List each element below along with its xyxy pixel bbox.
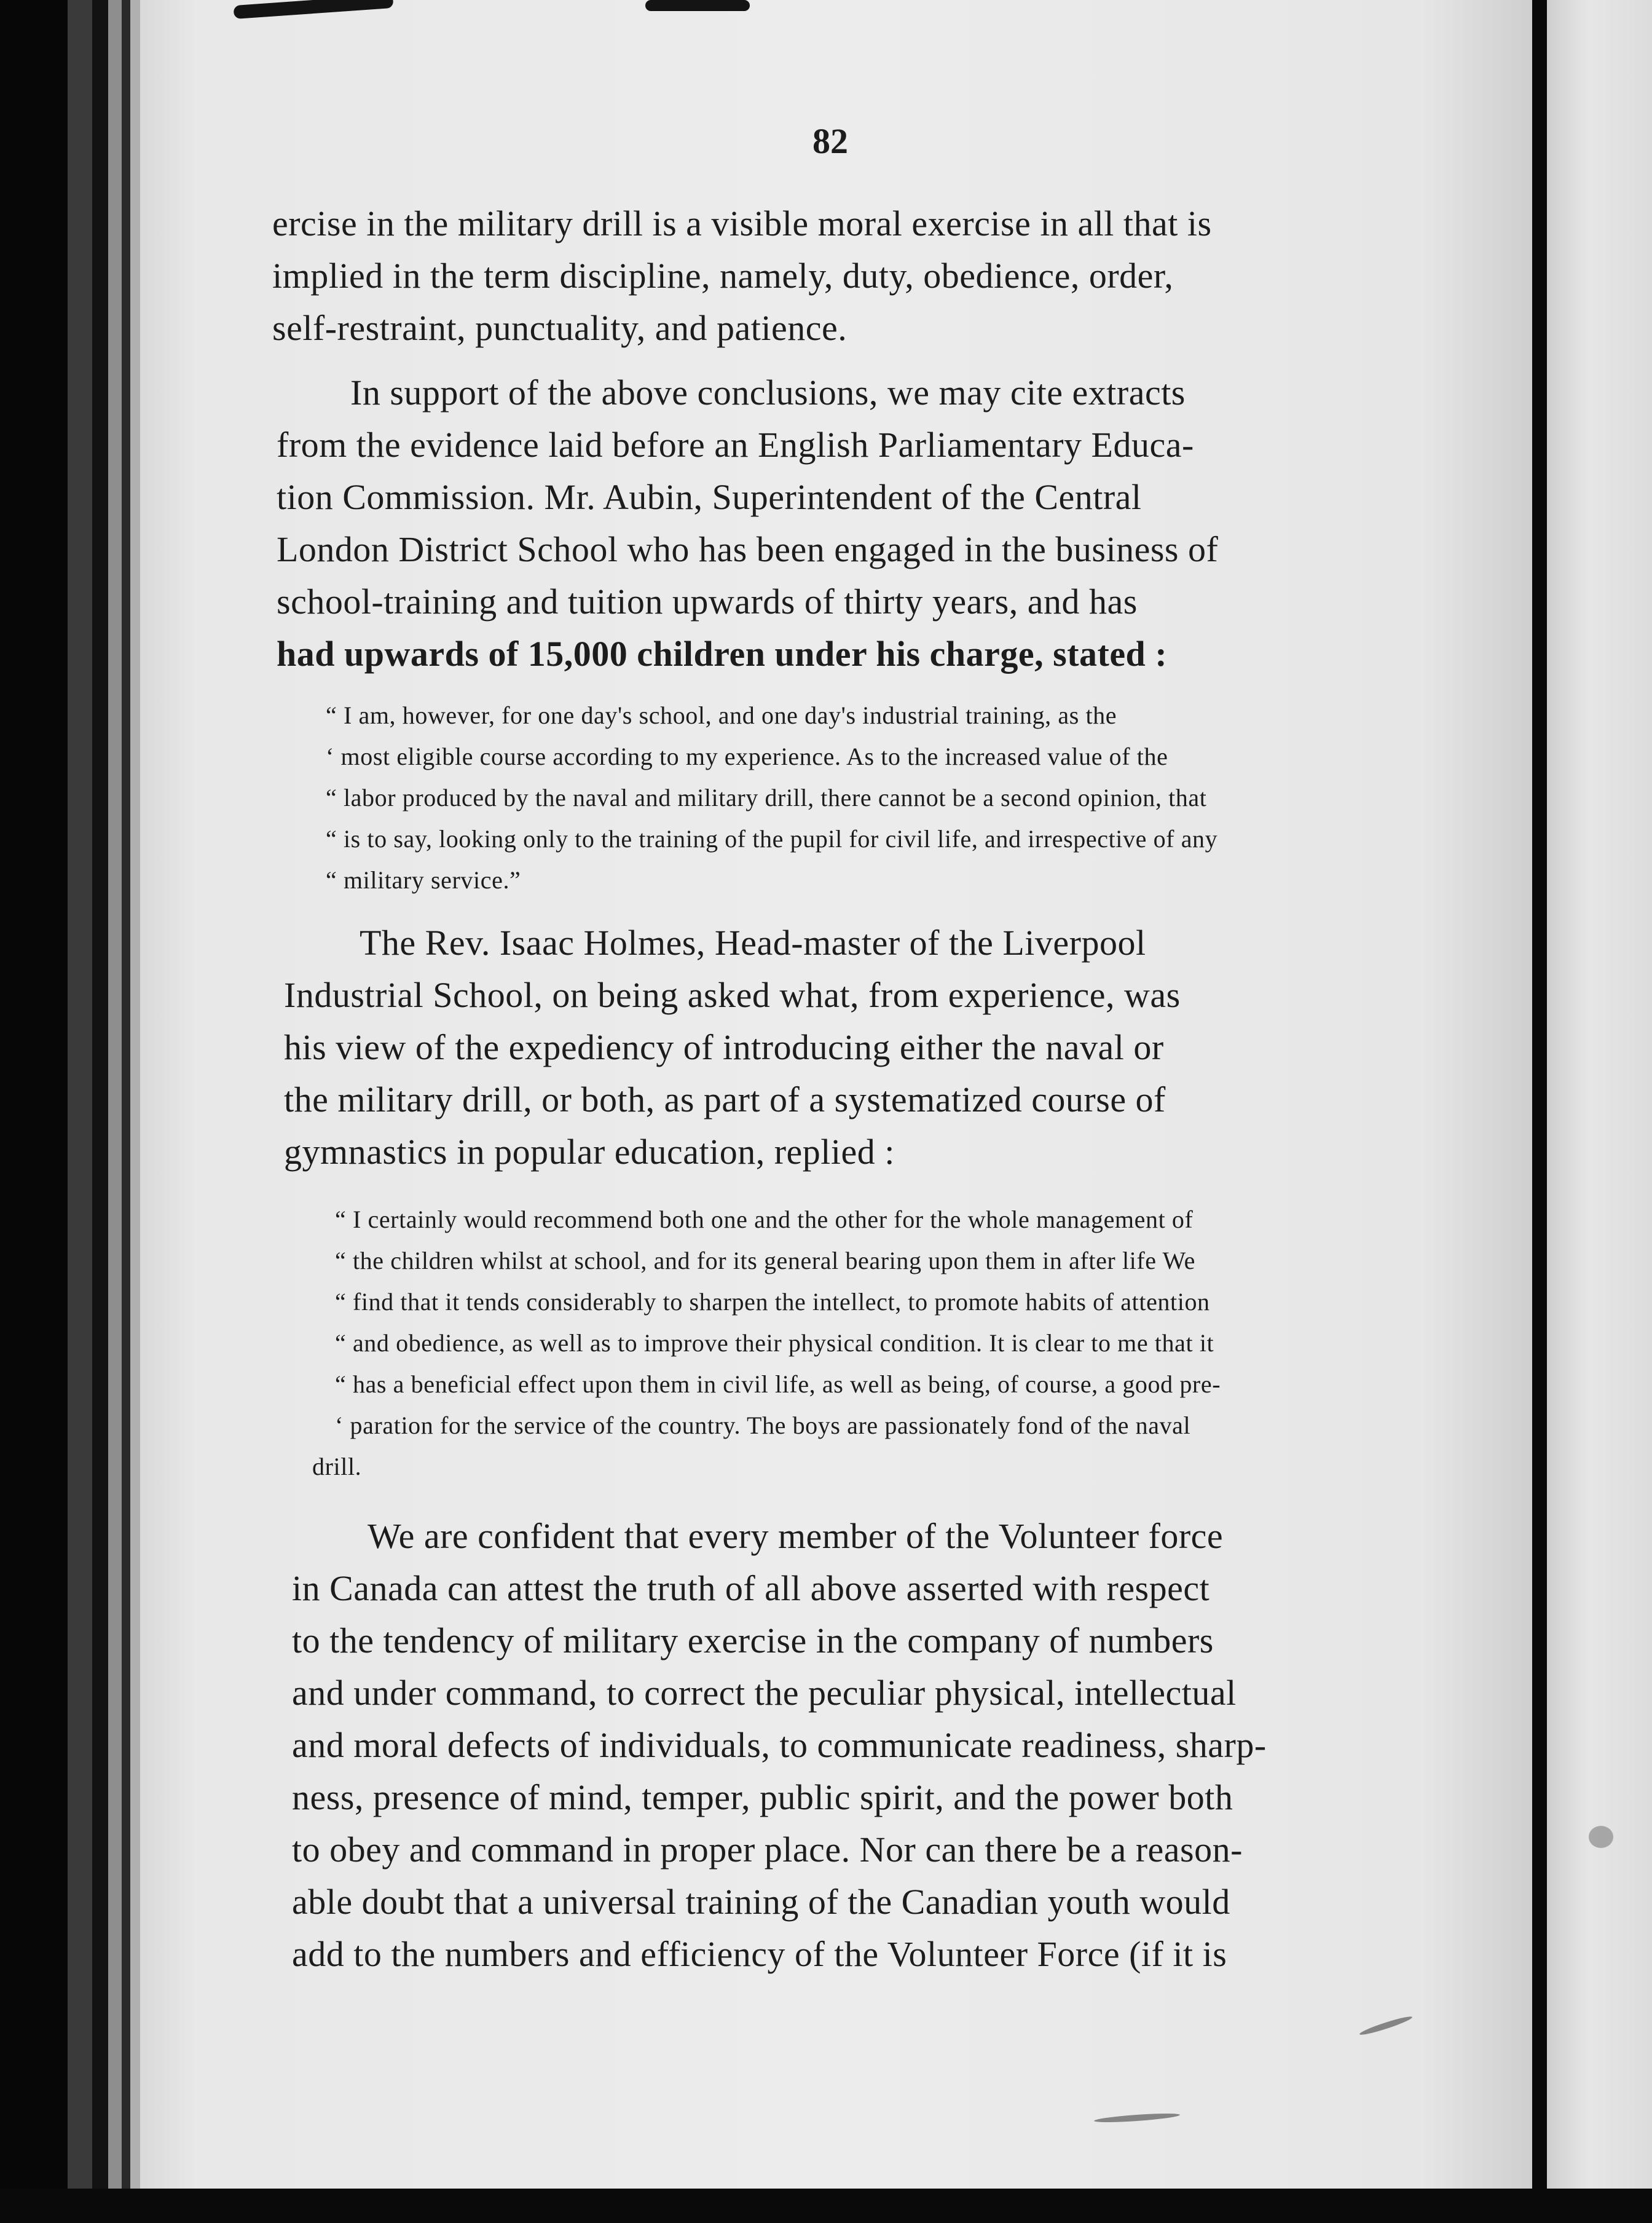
quote-text-line: “ I am, however, for one day's school, and one day's industrial training, as the: [326, 701, 1117, 729]
quote-text-line: “ military service.”: [326, 866, 521, 894]
scan-bottom-border: [0, 2189, 1652, 2223]
facing-page-edge: [1547, 0, 1652, 2223]
body-text-line: ercise in the military drill is a visible moral exercise in all that is: [272, 203, 1212, 243]
body-text-line: had upwards of 15,000 children under his charge, stated :: [277, 634, 1168, 674]
ink-scribble-mark: [645, 0, 750, 11]
binding-edge: [68, 0, 92, 2223]
quote-text-line: “ has a beneficial effect upon them in civil life, as well as being, of course, a good pre-: [335, 1370, 1221, 1398]
ink-smudge-mark: [1589, 1826, 1613, 1848]
quote-text-line: “ is to say, looking only to the training of the pupil for civil life, and irrespective of any: [326, 825, 1218, 853]
page-stack-edge: [130, 0, 140, 2223]
quote-text-line: drill.: [312, 1453, 362, 1480]
quote-text-line: “ the children whilst at school, and for its general bearing upon them in after life We: [335, 1247, 1196, 1274]
body-text-line: and under command, to correct the peculiar physical, intellectual: [292, 1673, 1237, 1713]
body-text-line: from the evidence laid before an English Parliamentary Educa-: [277, 425, 1194, 465]
body-text-line: self-restraint, punctuality, and patience.: [272, 308, 848, 348]
quote-text-line: “ find that it tends considerably to sharpen the intellect, to promote habits of attention: [335, 1288, 1210, 1316]
binding-shadow: [0, 0, 68, 2223]
body-text-line: able doubt that a universal training of the Canadian youth would: [292, 1882, 1230, 1922]
page-gutter-shadow: [1532, 0, 1547, 2223]
body-text-line: school-training and tuition upwards of thirty years, and has: [277, 582, 1138, 622]
body-text-line: in Canada can attest the truth of all above asserted with respect: [292, 1568, 1210, 1608]
body-text-line: the military drill, or both, as part of a systematized course of: [284, 1080, 1166, 1119]
quote-text-line: “ I certainly would recommend both one and the other for the whole management of: [335, 1206, 1194, 1233]
page-stack-edge: [108, 0, 122, 2223]
page-number: 82: [812, 121, 848, 161]
body-text-line: Industrial School, on being asked what, from experience, was: [284, 975, 1181, 1015]
body-text-line: implied in the term discipline, namely, duty, obedience, order,: [272, 256, 1174, 296]
body-text-line: The Rev. Isaac Holmes, Head-master of the Liverpool: [360, 923, 1146, 963]
body-text-line: add to the numbers and efficiency of the Volunteer Force (if it is: [292, 1934, 1227, 1974]
body-text-line: ness, presence of mind, temper, public spirit, and the power both: [292, 1777, 1233, 1817]
body-text-line: tion Commission. Mr. Aubin, Superintendent of the Central: [277, 477, 1142, 517]
body-text-line: his view of the expediency of introducing either the naval or: [284, 1027, 1164, 1067]
body-text-line: We are confident that every member of the Volunteer force: [368, 1516, 1224, 1556]
body-text-line: to the tendency of military exercise in the company of numbers: [292, 1621, 1214, 1660]
body-text-line: and moral defects of individuals, to communicate readiness, sharp-: [292, 1725, 1267, 1765]
page-stack-edge: [122, 0, 130, 2223]
quote-text-line: ‘ most eligible course according to my experience. As to the increased value of the: [326, 743, 1168, 770]
quote-text-line: “ and obedience, as well as to improve their physical condition. It is clear to me that it: [335, 1329, 1214, 1357]
body-text-line: gymnastics in popular education, replied :: [284, 1132, 895, 1172]
binding-edge: [92, 0, 108, 2223]
body-text-line: to obey and command in proper place. Nor can there be a reason-: [292, 1830, 1243, 1870]
body-text-line: In support of the above conclusions, we may cite extracts: [350, 373, 1186, 413]
body-text-line: London District School who has been engaged in the business of: [277, 529, 1219, 569]
quote-text-line: ‘ paration for the service of the country. The boys are passionately fond of the naval: [335, 1412, 1191, 1439]
quote-text-line: “ labor produced by the naval and military drill, there cannot be a second opinion, that: [326, 784, 1207, 811]
